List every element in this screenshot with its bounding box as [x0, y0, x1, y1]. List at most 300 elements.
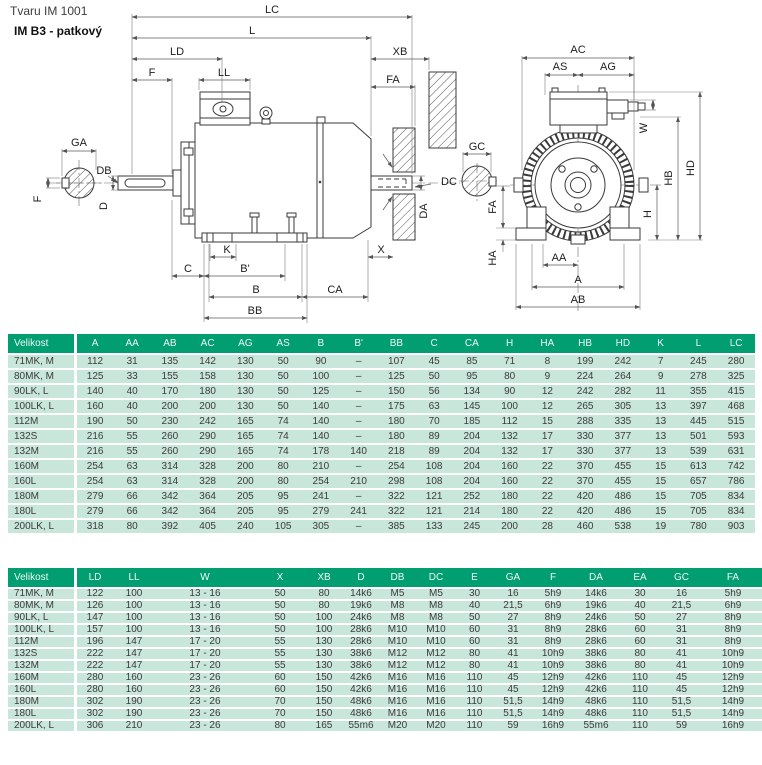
table-cell: 23 - 26 [155, 720, 255, 732]
dim-label-gc: GC [468, 141, 486, 153]
table-cell: 21,5 [661, 600, 702, 612]
table-cell: 330 [566, 444, 604, 459]
table-cell: 80 [456, 648, 493, 660]
table-cell: 613 [680, 459, 718, 474]
table-cell: 705 [680, 504, 718, 519]
row-label-frame-size: 132S [8, 648, 76, 660]
table-row [8, 414, 755, 429]
table-cell: 328 [189, 474, 227, 489]
table-cell: 50 [619, 612, 661, 624]
table-cell: 31 [493, 636, 533, 648]
table-cell: 8h9 [533, 612, 573, 624]
table-cell: 100 [113, 588, 155, 600]
table-cell: 45 [493, 672, 533, 684]
table-cell: 19k6 [573, 600, 619, 612]
table-cell: 631 [717, 444, 755, 459]
table-cell: 45 [493, 684, 533, 696]
dim-label-w: W [638, 122, 650, 134]
table-cell: 63 [415, 399, 453, 414]
table-cell: 45 [661, 684, 702, 696]
table-cell: 28k6 [343, 624, 379, 636]
table-cell: 80 [619, 660, 661, 672]
table-cell: 100 [113, 624, 155, 636]
table-row [8, 474, 755, 489]
table-cell: 15 [642, 474, 680, 489]
table-cell: M8 [416, 600, 456, 612]
dim-label-db: DB [96, 165, 112, 177]
table-cell: M12 [416, 648, 456, 660]
table-cell: – [340, 399, 378, 414]
table-cell: 22 [529, 504, 567, 519]
table-cell: 55m6 [573, 720, 619, 732]
column-header: W [155, 568, 255, 588]
column-header: L [680, 334, 718, 354]
table-cell: 12h9 [702, 684, 762, 696]
table-cell: 110 [456, 684, 493, 696]
table-cell: 322 [378, 489, 416, 504]
table-cell: 13 - 16 [155, 588, 255, 600]
table-cell: 31 [661, 636, 702, 648]
table-cell: 218 [378, 444, 416, 459]
table-row [8, 369, 755, 384]
table-cell: 6h9 [533, 600, 573, 612]
table-cell: 455 [604, 459, 642, 474]
table-cell: 306 [76, 720, 114, 732]
table-cell: 31 [113, 354, 151, 369]
table-cell: 278 [680, 369, 718, 384]
table-cell: 298 [378, 474, 416, 489]
table-cell: 60 [619, 636, 661, 648]
table-cell: M5 [379, 588, 416, 600]
table-cell: 190 [76, 414, 114, 429]
table-cell: 241 [340, 504, 378, 519]
column-header: CA [453, 334, 491, 354]
table-cell: 9 [642, 369, 680, 384]
dim-label-x: X [377, 244, 385, 256]
table-cell: 318 [76, 519, 114, 534]
table-cell: 204 [453, 429, 491, 444]
table-cell: 486 [604, 504, 642, 519]
table-cell: 260 [151, 444, 189, 459]
dim-label-l: L [248, 25, 256, 37]
column-header: AB [151, 334, 189, 354]
table-cell: 50 [255, 624, 305, 636]
dim-label-h: H [642, 210, 654, 218]
dim-label-lc: LC [264, 4, 280, 16]
table-cell: 24k6 [343, 612, 379, 624]
table-cell: 41 [661, 648, 702, 660]
table-cell: 515 [717, 414, 755, 429]
table-cell: 41 [661, 660, 702, 672]
table-cell: M8 [379, 600, 416, 612]
table-cell: 364 [189, 489, 227, 504]
table-cell: 40 [456, 600, 493, 612]
table-cell: 140 [302, 414, 340, 429]
table-cell: 13 - 16 [155, 600, 255, 612]
table-cell: 8 [529, 354, 567, 369]
table-cell: 5h9 [533, 588, 573, 600]
table-cell: 100 [305, 624, 343, 636]
table-cell: 110 [456, 696, 493, 708]
table-row [8, 612, 762, 624]
dim-label-ga: GA [71, 137, 87, 149]
table-cell: 45 [661, 672, 702, 684]
table-cell: 322 [378, 504, 416, 519]
table-cell: M16 [416, 708, 456, 720]
table-cell: 112 [491, 414, 529, 429]
dim-label-dc: DC [441, 176, 457, 188]
table-cell: 130 [227, 354, 265, 369]
table-cell: 23 - 26 [155, 708, 255, 720]
dim-label-ha: HA [487, 250, 499, 266]
dim-label-bb: BB [247, 305, 263, 317]
dim-label-aa: AA [551, 252, 567, 264]
table-cell: 786 [717, 474, 755, 489]
table-row [8, 636, 762, 648]
table-cell: 265 [566, 399, 604, 414]
table-cell: 56 [415, 384, 453, 399]
table-cell: – [340, 354, 378, 369]
dim-label-ag: AG [600, 61, 616, 73]
table-cell: 30 [619, 588, 661, 600]
table-cell: 13 - 16 [155, 624, 255, 636]
table-cell: 80 [305, 600, 343, 612]
column-header: LD [76, 568, 114, 588]
table-cell: M10 [379, 636, 416, 648]
table-cell: 10h9 [702, 648, 762, 660]
page-title: Tvaru IM 1001 [10, 4, 88, 18]
table-cell: 55 [255, 648, 305, 660]
mounting-type-subtitle: IM B3 - patkový [14, 24, 103, 38]
table-cell: 14h9 [533, 696, 573, 708]
column-header: B' [340, 334, 378, 354]
table-cell: 200 [227, 474, 265, 489]
table-cell: 180 [378, 414, 416, 429]
table-cell: 147 [113, 660, 155, 672]
dim-label-f-section: F [32, 195, 44, 203]
table-cell: – [340, 459, 378, 474]
table-cell: 305 [604, 399, 642, 414]
table-header-row [8, 334, 755, 354]
table-cell: 155 [151, 369, 189, 384]
table-cell: 80 [264, 474, 302, 489]
table-cell: 50 [255, 588, 305, 600]
dim-label-f-top: F [148, 67, 156, 79]
table-cell: 16 [661, 588, 702, 600]
table-cell: M8 [379, 612, 416, 624]
table-cell: – [340, 384, 378, 399]
shaft-section-front [32, 137, 118, 210]
table-cell: 8h9 [533, 624, 573, 636]
table-cell: 55 [113, 444, 151, 459]
column-header: AC [189, 334, 227, 354]
table-cell: – [340, 414, 378, 429]
column-header: XB [305, 568, 343, 588]
table-cell: 222 [76, 648, 114, 660]
table-cell: 130 [305, 636, 343, 648]
column-header: AG [227, 334, 265, 354]
table-cell: 105 [264, 519, 302, 534]
table-cell: M16 [379, 696, 416, 708]
table-cell: 264 [604, 369, 642, 384]
table-cell: 55m6 [343, 720, 379, 732]
row-label-frame-size: 160M [8, 672, 76, 684]
table-cell: 51,5 [493, 708, 533, 720]
table-cell: 165 [227, 444, 265, 459]
table-cell: 130 [227, 399, 265, 414]
table-cell: 23 - 26 [155, 684, 255, 696]
table-cell: M16 [379, 672, 416, 684]
table-row [8, 672, 762, 684]
table-cell: 42k6 [343, 684, 379, 696]
table-cell: 245 [453, 519, 491, 534]
table-cell: 133 [415, 519, 453, 534]
table-cell: 80 [305, 588, 343, 600]
table-cell: 74 [264, 444, 302, 459]
table-cell: 12h9 [533, 672, 573, 684]
row-label-frame-size: 112M [8, 414, 76, 429]
table-cell: M16 [416, 684, 456, 696]
table-cell: 24k6 [573, 612, 619, 624]
table-cell: – [340, 429, 378, 444]
table-cell: 80 [491, 369, 529, 384]
table-cell: 15 [642, 489, 680, 504]
row-label-frame-size: 160L [8, 474, 76, 489]
table-cell: 31 [661, 624, 702, 636]
dim-label-b-prime: B' [240, 263, 250, 275]
table-cell: 205 [227, 504, 265, 519]
table-header-row [8, 568, 762, 588]
table-cell: 742 [717, 459, 755, 474]
dimensions-table-shaft [8, 568, 762, 733]
table-cell: 370 [566, 474, 604, 489]
table-cell: 214 [453, 504, 491, 519]
table-cell: 23 - 26 [155, 696, 255, 708]
column-header: Velikost [8, 334, 76, 354]
dim-label-ld: LD [169, 46, 185, 58]
dim-label-ll: LL [217, 67, 231, 79]
table-cell: 780 [680, 519, 718, 534]
table-cell: 95 [453, 369, 491, 384]
table-cell: 455 [604, 474, 642, 489]
table-cell: 210 [113, 720, 155, 732]
table-cell: 204 [453, 459, 491, 474]
table-cell: 190 [113, 696, 155, 708]
table-cell: 8h9 [533, 636, 573, 648]
table-cell: 150 [378, 384, 416, 399]
table-cell: 377 [604, 444, 642, 459]
column-header: HA [529, 334, 567, 354]
table-cell: 160 [76, 399, 114, 414]
table-cell: 468 [717, 399, 755, 414]
table-cell: 100 [305, 612, 343, 624]
table-cell: M16 [416, 696, 456, 708]
table-cell: 125 [378, 369, 416, 384]
table-cell: 415 [717, 384, 755, 399]
dim-label-fa-front: FA [487, 200, 499, 214]
table-cell: 55 [255, 660, 305, 672]
table-cell: M16 [379, 684, 416, 696]
table-cell: 122 [76, 588, 114, 600]
table-cell: 8h9 [702, 624, 762, 636]
table-cell: 14h9 [702, 696, 762, 708]
table-cell: 204 [453, 444, 491, 459]
table-cell: 705 [680, 489, 718, 504]
row-label-frame-size: 71MK, M [8, 588, 76, 600]
table-cell: 222 [76, 660, 114, 672]
table-cell: 150 [305, 684, 343, 696]
technical-drawing [0, 0, 762, 332]
table-cell: 254 [76, 459, 114, 474]
table-cell: 460 [566, 519, 604, 534]
table-cell: 13 - 16 [155, 612, 255, 624]
table-cell: 335 [604, 414, 642, 429]
table-cell: 55 [255, 636, 305, 648]
table-cell: 241 [302, 489, 340, 504]
table-cell: 147 [113, 648, 155, 660]
row-label-frame-size: 112M [8, 636, 76, 648]
column-header: DC [416, 568, 456, 588]
table-cell: 593 [717, 429, 755, 444]
table-cell: 16h9 [702, 720, 762, 732]
table-cell: 834 [717, 489, 755, 504]
table-cell: 180 [491, 489, 529, 504]
table-cell: 355 [680, 384, 718, 399]
table-row [8, 444, 755, 459]
table-cell: 130 [305, 660, 343, 672]
table-cell: 279 [76, 489, 114, 504]
table-cell: 50 [255, 600, 305, 612]
table-cell: 392 [151, 519, 189, 534]
table-cell: 22 [529, 474, 567, 489]
table-cell: 147 [76, 612, 114, 624]
table-cell: 150 [305, 672, 343, 684]
column-header: HD [604, 334, 642, 354]
table-cell: 200 [151, 399, 189, 414]
table-cell: 80 [264, 459, 302, 474]
table-cell: 90 [491, 384, 529, 399]
table-cell: 110 [619, 708, 661, 720]
column-header: AS [264, 334, 302, 354]
table-cell: 16 [493, 588, 533, 600]
table-cell: 50 [264, 369, 302, 384]
table-cell: 59 [661, 720, 702, 732]
column-header: C [415, 334, 453, 354]
table-cell: 11 [642, 384, 680, 399]
eyebolt [260, 107, 272, 124]
table-cell: 22 [529, 459, 567, 474]
table-cell: 15 [642, 504, 680, 519]
table-cell: 48k6 [573, 696, 619, 708]
table-cell: 245 [680, 354, 718, 369]
table-cell: 21,5 [493, 600, 533, 612]
row-label-frame-size: 90LK, L [8, 384, 76, 399]
table-cell: 15 [642, 459, 680, 474]
table-cell: 51,5 [661, 696, 702, 708]
table-cell: 108 [415, 459, 453, 474]
table-cell: 147 [113, 636, 155, 648]
column-header: DA [573, 568, 619, 588]
table-cell: 240 [227, 519, 265, 534]
table-cell: 13 [642, 399, 680, 414]
table-cell: 38k6 [573, 648, 619, 660]
table-cell: 254 [378, 459, 416, 474]
table-cell: 280 [76, 672, 114, 684]
dim-label-c: C [184, 263, 192, 275]
table-row [8, 684, 762, 696]
table-cell: 110 [619, 696, 661, 708]
table-cell: 230 [151, 414, 189, 429]
table-cell: 160 [113, 684, 155, 696]
table-cell: 48k6 [343, 708, 379, 720]
table-cell: 15 [529, 414, 567, 429]
table-cell: M16 [379, 708, 416, 720]
table-cell: 135 [151, 354, 189, 369]
table-cell: 200 [491, 519, 529, 534]
table-cell: 342 [151, 504, 189, 519]
table-cell: 100 [302, 369, 340, 384]
table-cell: 95 [264, 504, 302, 519]
table-cell: 16h9 [533, 720, 573, 732]
dim-label-d: D [98, 202, 110, 210]
table-cell: 33 [113, 369, 151, 384]
column-header: H [491, 334, 529, 354]
dim-label-da: DA [418, 203, 430, 219]
table-cell: 95 [264, 489, 302, 504]
table-cell: 330 [566, 429, 604, 444]
column-header: A [76, 334, 114, 354]
row-label-frame-size: 200LK, L [8, 519, 76, 534]
table-row [8, 429, 755, 444]
table-cell: 420 [566, 489, 604, 504]
table-cell: 280 [717, 354, 755, 369]
table-cell: 50 [264, 354, 302, 369]
row-label-frame-size: 80MK, M [8, 369, 76, 384]
table-cell: 121 [415, 504, 453, 519]
table-cell: 180 [189, 384, 227, 399]
table-cell: 342 [151, 489, 189, 504]
table-cell: 290 [189, 429, 227, 444]
table-cell: 279 [302, 504, 340, 519]
table-row [8, 600, 762, 612]
dim-label-a: A [574, 274, 582, 286]
table-cell: 40 [619, 600, 661, 612]
table-cell: 108 [415, 474, 453, 489]
table-cell: 501 [680, 429, 718, 444]
table-cell: 17 [529, 429, 567, 444]
table-cell: – [340, 519, 378, 534]
table-row [8, 354, 755, 369]
table-cell: 110 [456, 720, 493, 732]
table-cell: 112 [76, 354, 114, 369]
table-row [8, 708, 762, 720]
table-cell: 9 [529, 369, 567, 384]
table-cell: 60 [619, 624, 661, 636]
table-cell: M10 [379, 624, 416, 636]
row-label-frame-size: 200LK, L [8, 720, 76, 732]
table-cell: 107 [378, 354, 416, 369]
column-header: X [255, 568, 305, 588]
table-cell: 50 [113, 414, 151, 429]
table-cell: 110 [619, 672, 661, 684]
table-cell: 140 [302, 399, 340, 414]
table-row [8, 519, 755, 534]
table-cell: 5h9 [702, 588, 762, 600]
table-cell: 314 [151, 474, 189, 489]
table-cell: 260 [151, 429, 189, 444]
table-cell: 14h9 [533, 708, 573, 720]
table-cell: 196 [76, 636, 114, 648]
